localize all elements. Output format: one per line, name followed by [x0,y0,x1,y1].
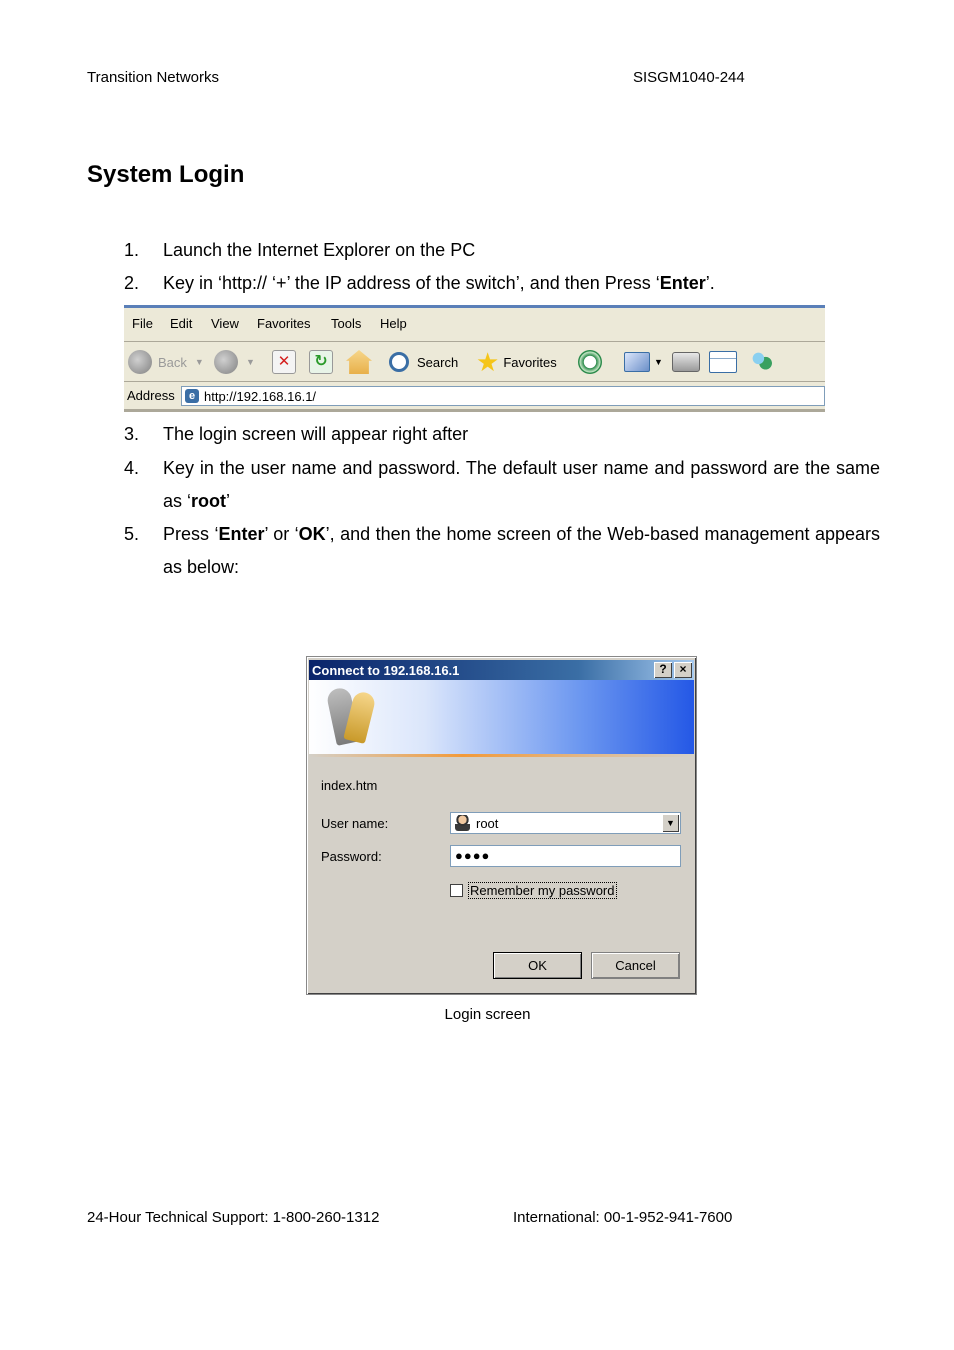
stop-button[interactable] [272,348,296,376]
username-label: User name: [321,816,389,831]
step-number: 2. [124,273,140,293]
messenger-button[interactable] [750,348,774,376]
menu-edit[interactable]: Edit [170,316,193,331]
mail-icon [624,352,650,372]
step-4 [124,452,880,518]
user-icon [455,815,470,831]
menu-tools[interactable]: Tools [331,316,362,331]
messenger-icon [750,350,774,374]
dialog-title: Connect to 192.168.16.1 [312,663,460,678]
ie-toolbar-screenshot [124,305,825,412]
search-icon [389,352,409,372]
close-button[interactable]: × [674,662,692,678]
edit-button[interactable] [709,348,737,376]
remember-password-label[interactable]: Remember my password [470,883,615,898]
address-label: Address [127,388,175,403]
forward-arrow-icon [214,350,238,374]
help-button[interactable]: ? [654,662,672,678]
forward-button[interactable] [214,348,255,376]
ie-standard-buttons [124,345,825,379]
back-arrow-icon [128,350,152,374]
username-combobox[interactable] [450,812,681,834]
home-button[interactable] [346,348,372,376]
dialog-title-bar [309,660,694,680]
menu-file[interactable]: File [132,316,153,331]
star-icon: ★ [476,347,500,377]
chevron-down-icon: ▼ [654,357,663,367]
chevron-down-icon[interactable]: ▼ [662,814,679,832]
chevron-down-icon: ▼ [246,357,255,367]
refresh-icon: ↻ [309,350,333,374]
menu-help[interactable]: Help [380,316,407,331]
step-5 [124,518,880,584]
mail-button[interactable] [624,348,663,376]
password-label: Password: [321,849,382,864]
step-text: Press ‘Enter’ or ‘OK’, and then the home screen of the Web-based management appears as below: [163,524,880,577]
ie-page-icon: e [185,389,199,403]
step-1 [124,234,880,267]
address-input[interactable] [181,386,825,406]
step-2 [124,267,880,300]
step-text: Key in the user name and password. The default user name and password are the same as ‘root’ [163,458,880,511]
step-number: 5. [124,524,140,544]
footer-right: International: 00-1-952-941-7600 [513,1209,733,1226]
address-value: http://192.168.16.1/ [204,388,317,404]
favorites-label: Favorites [503,354,557,370]
step-text: Launch the Internet Explorer on the PC [163,240,476,260]
menu-view[interactable]: View [211,316,239,331]
cancel-button[interactable]: Cancel [591,952,680,979]
divider [124,381,825,382]
chevron-down-icon: ▼ [194,357,204,367]
step-text: Key in ‘http:// ‘+’ the IP address of the switch’, and then Press ‘Enter’. [163,273,715,293]
favorites-button[interactable] [476,348,557,376]
step-number: 1. [124,240,140,260]
edit-icon [709,351,737,373]
ok-button[interactable]: OK [493,952,582,979]
step-text: The login screen will appear right after [163,424,469,444]
realm-text: index.htm [321,778,378,793]
page-title: System Login [87,161,245,188]
header-left: Transition Networks [87,69,219,86]
dialog-banner [309,680,694,754]
back-label: Back [158,354,187,370]
home-icon [346,350,372,374]
back-button[interactable] [128,348,204,376]
figure-caption: Login screen [444,1006,531,1023]
search-button[interactable] [389,348,458,376]
history-button[interactable] [578,348,602,376]
divider [124,341,825,342]
refresh-button[interactable] [309,348,333,376]
print-button[interactable] [672,348,700,376]
password-field[interactable]: ●●●● [450,845,681,867]
header-right: SISGM1040-244 [633,69,745,86]
search-label: Search [417,354,459,370]
banner-divider [309,754,694,757]
step-3 [124,418,880,451]
username-value: root [476,816,499,831]
step-number: 3. [124,424,140,444]
remember-password-checkbox[interactable] [450,884,463,897]
footer-left: 24-Hour Technical Support: 1-800-260-1312 [87,1209,380,1226]
print-icon [672,352,700,372]
ie-address-bar [124,384,825,408]
stop-icon: ✕ [272,350,296,374]
login-dialog [306,656,697,995]
history-icon [578,350,602,374]
menu-favorites[interactable]: Favorites [257,316,311,331]
step-number: 4. [124,458,140,478]
